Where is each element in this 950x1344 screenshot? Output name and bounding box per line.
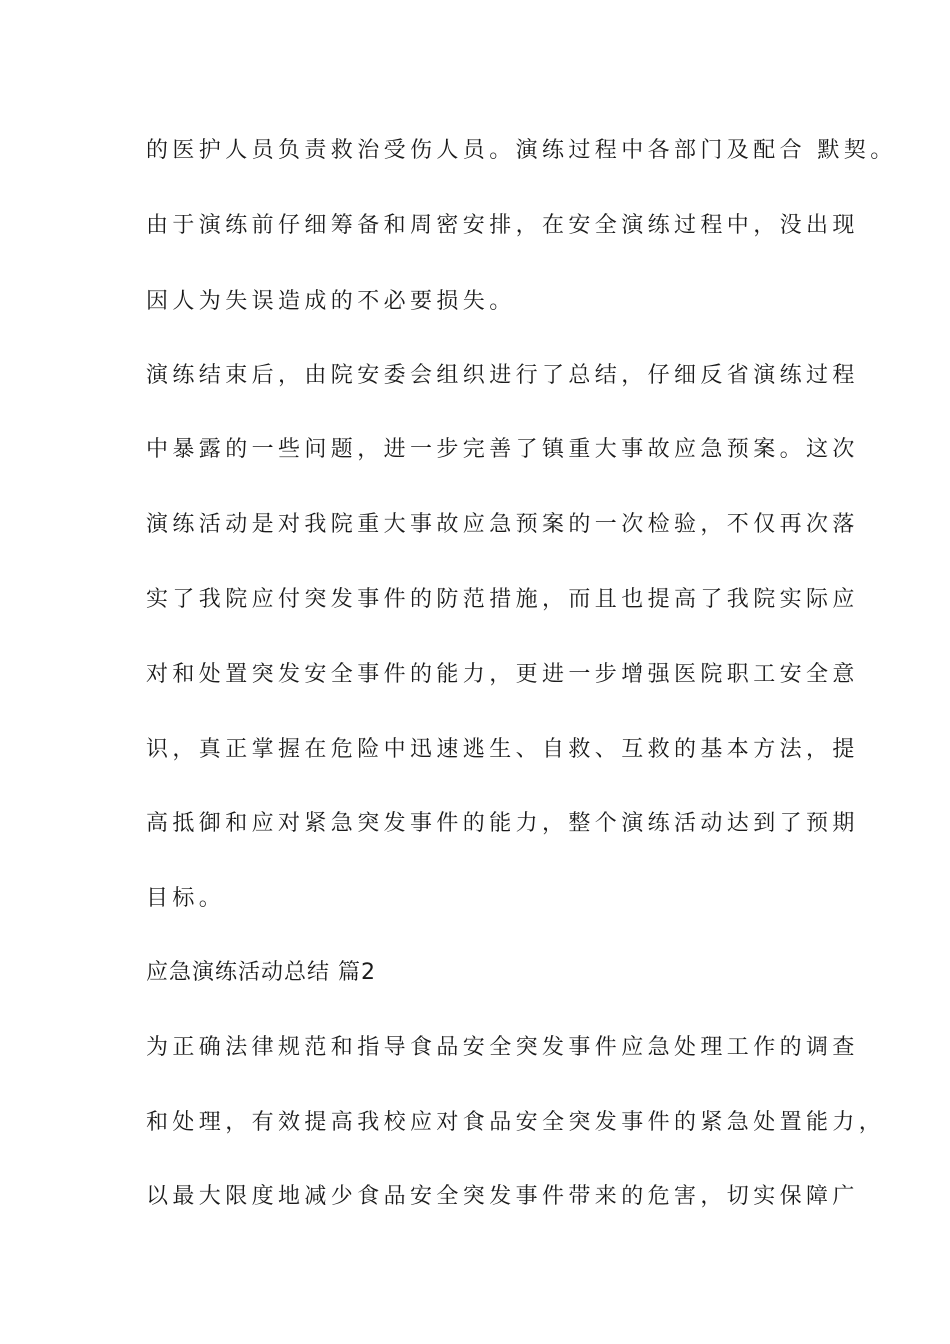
paragraph-line: 目标。 xyxy=(146,886,226,911)
paragraph-line: 以最大限度地减少食品安全突发事件带来的危害，切实保障广 xyxy=(146,1184,859,1209)
paragraph-line: 高抵御和应对紧急突发事件的能力，整个演练活动达到了预期 xyxy=(146,811,859,836)
paragraph-line: 因人为失误造成的不必要损失。 xyxy=(146,289,516,314)
paragraph-line: 和处理，有效提高我校应对食品安全突发事件的紧急处置能力， xyxy=(146,1110,886,1135)
paragraph-line: 对和处置突发安全事件的能力，更进一步增强医院职工安全意 xyxy=(146,662,859,687)
paragraph-line: 由于演练前仔细筹备和周密安排，在安全演练过程中，没出现 xyxy=(146,213,859,238)
paragraph-line: 的医护人员负责救治受伤人员。演练过程中各部门及配合 默契。 xyxy=(146,138,897,163)
paragraph-line: 为正确法律规范和指导食品安全突发事件应急处理工作的调查 xyxy=(146,1035,859,1060)
paragraph-line: 实了我院应付突发事件的防范措施，而且也提高了我院实际应 xyxy=(146,587,859,612)
paragraph-line: 中暴露的一些问题，进一步完善了镇重大事故应急预案。这次 xyxy=(146,437,859,462)
section-heading: 应急演练活动总结 篇2 xyxy=(146,960,376,985)
paragraph-line: 演练活动是对我院重大事故应急预案的一次检验，不仅再次落 xyxy=(146,512,859,537)
paragraph-line: 识，真正掌握在危险中迅速逃生、自救、互救的基本方法，提 xyxy=(146,737,859,762)
paragraph-line: 演练结束后，由院安委会组织进行了总结，仔细反省演练过程 xyxy=(146,363,859,388)
